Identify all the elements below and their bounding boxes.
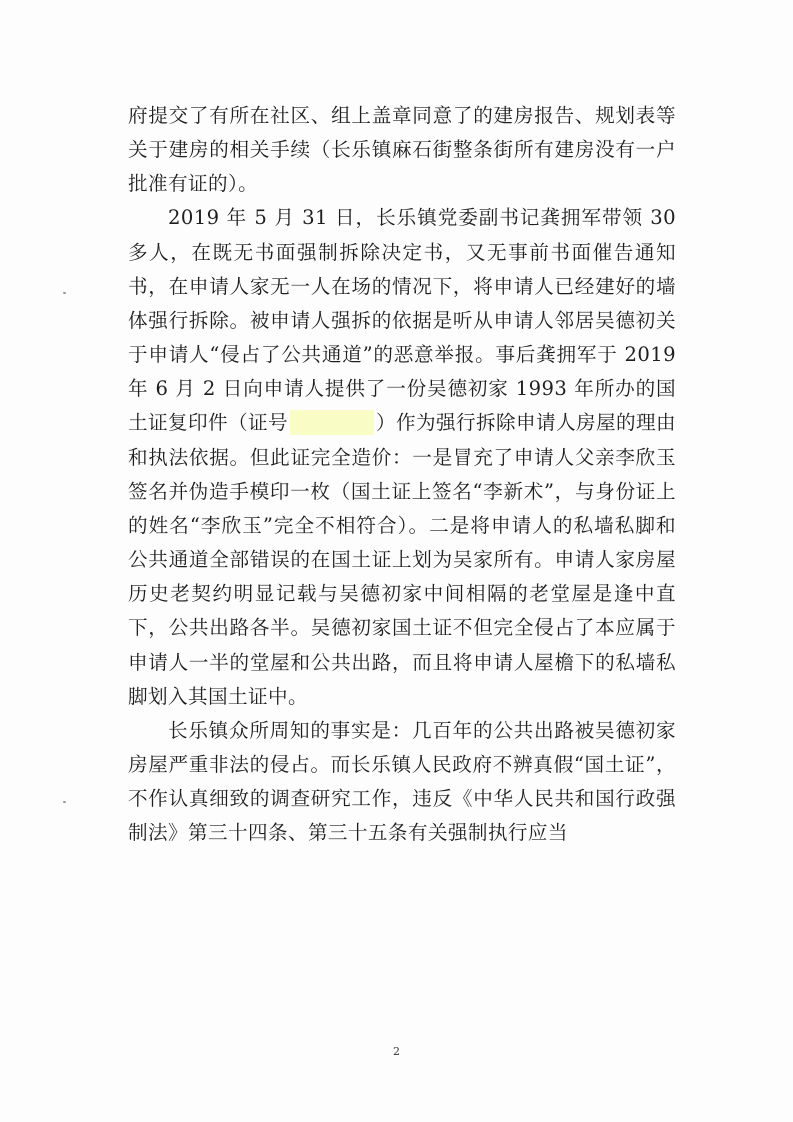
scan-speck: [63, 801, 66, 803]
paragraph-3: [128, 714, 676, 851]
scan-speck: [63, 292, 66, 294]
paragraph-text: 长乐镇众所周知的事实是：几百年的公共出路被吴德初家房屋严重非法的侵占。而长乐镇人民政府不辨真假“国土证”，不作认真细致的调查研究工作，违反《中华人民共和国行政强制法》第三十四条、第三十五条有关强制执行应当: [128, 718, 676, 845]
paragraph-text: ）作为强行拆除申请人房屋的理由和执法依据。但此证完全造价：一是冒充了申请人父亲李欣玉签名并伪造手模印一枚（国土证上签名“李新术”，与身份证上的姓名“李欣玉”完全不相符合）。二是将申请人的私墙私脚和公共通道全部错误的在国土证上划为吴家所有。申请人家房屋历史老契约明显记载与吴德初家中间相隔的老堂屋是逢中直下，公共出路各半。吴德初家国土证不但完全侵占了本应属于申请人一半的堂屋和公共出路，而且将申请人屋檐下的私墙私脚划入其国土证中。: [128, 411, 676, 708]
redacted-certificate-number: [290, 410, 374, 435]
document-body: [128, 99, 676, 850]
page-number: 2: [393, 1045, 400, 1058]
paragraph-1: [128, 99, 676, 201]
paragraph-text: 2019 年 5 月 31 日，长乐镇党委副书记龚拥军带领 30 多人，在既无书面强制拆除决定书，又无事前书面催告通知书，在申请人家无一人在场的情况下，将申请人已经建好的墙体强行拆除。被申请人强拆的依据是听从申请人邻居吴德初关于申请人“侵占了公共通道”的恶意举报。事后龚拥军于 2019 年 6 月 2 日向申请人提供了一份吴德初家 1993 年所办的国土证复印件（证号: [128, 206, 676, 435]
paragraph-text: 府提交了有所在社区、组上盖章同意了的建房报告、规划表等关于建房的相关手续（长乐镇麻石街整条街所有建房没有一户批准有证的）。: [128, 104, 676, 196]
paragraph-2: [128, 201, 676, 713]
